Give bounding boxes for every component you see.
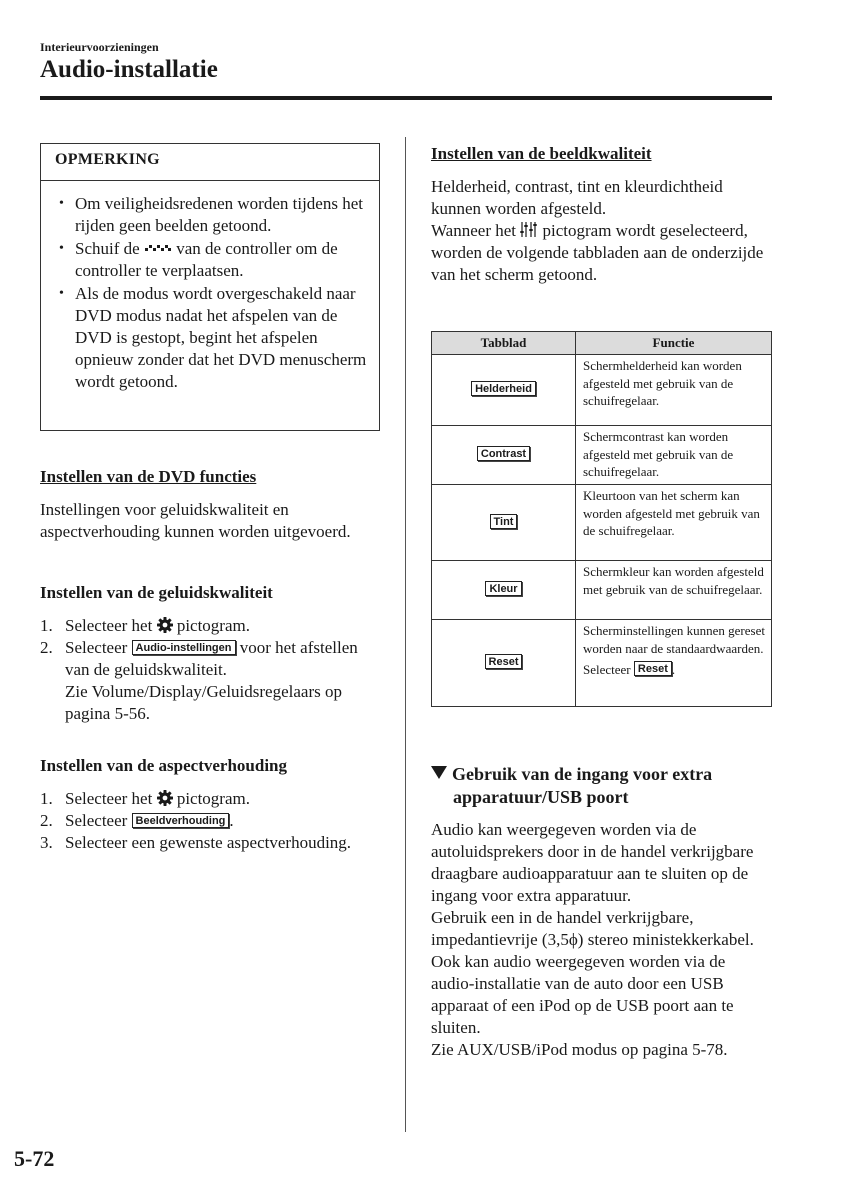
- column-divider: [405, 137, 406, 1132]
- table-header-func: Functie: [576, 332, 772, 355]
- table-row: [432, 485, 772, 561]
- aux-body: [431, 819, 761, 1061]
- table-cell-func: Schermkleur kan worden afgesteld met gebruik van de schuifregelaar.: [576, 561, 772, 620]
- note-title: OPMERKING: [41, 144, 379, 181]
- gear-icon: [157, 617, 173, 633]
- picture-heading: Instellen van de beeldkwaliteit: [431, 144, 652, 163]
- sound-step-2: 2. Selecteer Audio-instellingen voor het afstellen van de geluidskwaliteit. Zie Volume/Display/Geluidsregelaars op pagina 5-56.: [40, 638, 358, 723]
- table-row: [432, 355, 772, 426]
- page-title: Audio-installatie: [40, 56, 218, 83]
- brightness-tab-button[interactable]: Helderheid: [471, 381, 536, 396]
- table-row: [432, 561, 772, 620]
- gear-icon: [157, 790, 173, 806]
- table-header-row: [432, 332, 772, 355]
- reset-tab-button[interactable]: Reset: [485, 654, 523, 669]
- picture-intro: Helderheid, contrast, tint en kleurdichtheid kunnen worden afgesteld. Wanneer het pictogram wordt geselecteerd, worden de volgende tabbladen aan de onderzijde van het scherm getoond.: [431, 177, 764, 284]
- aspect-steps: [40, 788, 375, 854]
- header-rule: [40, 96, 772, 100]
- picture-tabs-table: [431, 331, 772, 707]
- contrast-tab-button[interactable]: Contrast: [477, 446, 530, 461]
- dvd-heading: Instellen van de DVD functies: [40, 467, 257, 486]
- dvd-intro: Instellingen voor geluidskwaliteit en aspectverhouding kunnen worden uitgevoerd.: [40, 500, 351, 541]
- note-bullet-1: • Om veiligheidsredenen worden tijdens het rijden geen beelden getoond.: [59, 193, 369, 237]
- aux-paragraph-3: Ook kan audio weergegeven worden via de audio-installatie van de auto door een USB apparaat of een iPod op de USB poort aan te sluiten.: [431, 952, 734, 1037]
- table-cell-func: Kleurtoon van het scherm kan worden afgesteld met gebruik van de schuifregelaar.: [576, 485, 772, 561]
- picture-settings-icon: [520, 221, 538, 238]
- color-tab-button[interactable]: Kleur: [485, 581, 521, 596]
- aspect-ratio-button[interactable]: Beeldverhouding: [132, 813, 230, 828]
- note-bullet-2: • Schuif de van de controller om de controller te verplaatsen.: [59, 238, 369, 282]
- page-number: 5-72: [14, 1146, 55, 1171]
- note-bullet-3: • Als de modus wordt overgeschakeld naar DVD modus nadat het afspelen van de DVD is gestopt, begint het afspelen opnieuw zonder dat het DVD menuscherm wordt getoond.: [59, 283, 369, 393]
- sound-heading: Instellen van de geluidskwaliteit: [40, 583, 273, 602]
- aspect-step-2: 2. Selecteer Beeldverhouding .: [40, 811, 234, 830]
- aspect-step-1: 1. Selecteer het pictogram.: [40, 789, 250, 808]
- table-row: [432, 426, 772, 485]
- aux-paragraph-1: Audio kan weergegeven worden via de autoluidsprekers door in de handel verkrijgbare draagbare audioapparatuur aan te sluiten op de ingang voor extra apparatuur.: [431, 820, 754, 905]
- aux-heading: Gebruik van de ingang voor extra apparatuur/USB poort: [431, 763, 776, 809]
- table-cell-func: Schermhelderheid kan worden afgesteld met gebruik van de schuifregelaar.: [576, 355, 772, 426]
- section-label: Interieurvoorzieningen: [40, 40, 159, 54]
- table-row: [432, 620, 772, 707]
- note-box: [40, 143, 380, 431]
- table-header-tab: Tabblad: [432, 332, 576, 355]
- aux-paragraph-4: Zie AUX/USB/iPod modus op pagina 5-78.: [431, 1040, 728, 1059]
- aux-paragraph-2: Gebruik een in de handel verkrijgbare, impedantievrije (3,5ϕ) stereo ministekkerkabel.: [431, 908, 754, 949]
- table-cell-func: Scherminstellingen kunnen gereset worden naar de standaardwaarden. Selecteer Reset .: [576, 620, 772, 707]
- aspect-step-3: 3. Selecteer een gewenste aspectverhouding.: [40, 833, 352, 852]
- sound-step-1: 1. Selecteer het pictogram.: [40, 616, 250, 635]
- audio-settings-button[interactable]: Audio-instellingen: [132, 640, 236, 655]
- table-cell-func: Schermcontrast kan worden afgesteld met gebruik van de schuifregelaar.: [576, 426, 772, 485]
- sound-steps: [40, 615, 375, 725]
- triangle-marker-icon: [431, 766, 447, 779]
- sound-reference: Zie Volume/Display/Geluidsregelaars op pagina 5-56.: [65, 682, 342, 723]
- controller-dots-icon: [144, 243, 172, 253]
- reset-button[interactable]: Reset: [634, 661, 672, 676]
- note-list: [41, 181, 379, 393]
- tint-tab-button[interactable]: Tint: [490, 514, 518, 529]
- aspect-heading: Instellen van de aspectverhouding: [40, 756, 287, 775]
